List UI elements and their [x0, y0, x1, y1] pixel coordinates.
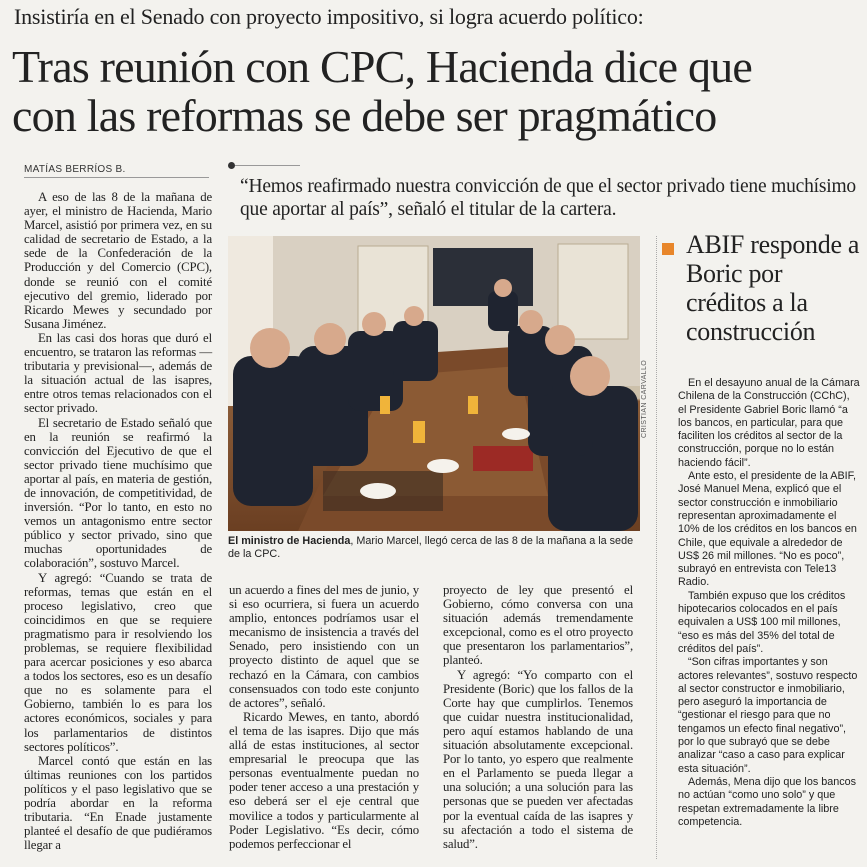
quote-bullet	[228, 162, 235, 169]
sidebar-paragraph: Ante esto, el presidente de la ABIF, José Manuel Mena, explicó que el sector construcción e inmobiliario representan aproximadamente el 10% de los créditos en los bancos en Chile, que equivale a alrededor de US$ 26 mil millones. “No es poco”, subrayó en entrevista con Tele13 Radio.	[678, 470, 857, 589]
meeting-photo	[228, 236, 640, 531]
paragraph: Y agregó: “Cuando se trata de reformas, temas que están en el proceso legislativo, creo que coincidimos en que se requiere pragmatismo para ir resolviendo los problemas, se requiere flexibilidad para acercar posiciones y eso abarca a todos los sectores, eso es un desafío que no es solamente para el Gobierno, también lo es para los actores económicos, sociales y para los parlamentarios de distintos sectores políticos”.	[24, 570, 212, 754]
sidebar-marker	[662, 243, 674, 255]
paragraph: A eso de las 8 de la mañana de ayer, el ministro de Hacienda, Mario Marcel, asistió por primera vez, en su calidad de secretario de Estado, a la sede de la Confederación de la Producción y del Comercio (CPC), donde se reunió con el comité ejecutivo del gremio, liderado por Ricardo Mewes y secundado por Susana Jiménez.	[24, 190, 212, 331]
body-column-1	[24, 190, 212, 852]
sidebar-title: ABIF responde a Boric por créditos a la construcción	[686, 230, 860, 346]
caption-bold: El ministro de Hacienda	[228, 535, 351, 547]
photo-caption	[228, 535, 640, 561]
headline-line-1: Tras reunión con CPC, Hacienda dice que	[12, 41, 752, 92]
body-column-2	[229, 583, 419, 851]
paragraph: Ricardo Mewes, en tanto, abordó el tema de las isapres. Dijo que más allá de estas instituciones, al sector empresarial le preocupa que las personas eventualmente puedan no poder tener acceso a una prestación y eso deberá ser el eje central que movilice a todos y particularmente al Poder Legislativo. “Es decir, cómo podemos perfeccionar el	[229, 709, 419, 851]
body-column-3	[443, 583, 633, 851]
byline: MATÍAS BERRÍOS B.	[24, 164, 126, 175]
sidebar-paragraph: También expuso que los créditos hipotecarios colocados en el país equivalen a US$ 100 mil millones, “eso es más del 35% del total de créditos del país”.	[678, 589, 846, 655]
sidebar-paragraph: “Son cifras importantes y son actores relevantes”, sostuvo respecto al sector constructor e inmobiliario, pero aseguró la importancia de “gestionar el riesgo para que no tengamos un efecto final negativo”, por lo que subrayó que se debe analizar “caso a caso para explicar esta situación”.	[678, 656, 858, 775]
paragraph: El secretario de Estado señaló que en la reunión se reafirmó la convicción del Ejecutivo de que el sector privado tiene muchísimo que aportar al país, en materia de gestión, de innovación, de competitividad, de inversión. “Por lo tanto, en esto no vemos un antagonismo entre sector público y sector privado, sino que muchas oportunidades de colaboración”, sostuvo Marcel.	[24, 415, 212, 571]
pull-quote: “Hemos reafirmado nuestra convicción de que el sector privado tiene muchísimo que aportar al país”, señaló el titular de la cartera.	[240, 176, 856, 220]
paragraph: proyecto de ley que presentó el Gobierno, cómo conversa con una situación además tremendamente excepcional, como es el otro proyecto que presentaron los parlamentarios”, planteó.	[443, 583, 633, 668]
headline-line-2: con las reformas se debe ser pragmático	[12, 90, 717, 141]
sidebar-paragraph: En el desayuno anual de la Cámara Chilena de la Construcción (CChC), el Presidente Gabriel Boric llamó “a los bancos, en particular, para que faciliten los créditos al sector de la construcción, porque no lo están haciendo fácil”.	[678, 377, 860, 469]
meeting-photo-illustration	[228, 236, 640, 531]
paragraph: un acuerdo a fines del mes de junio, y si eso ocurriera, si fuera un acuerdo amplio, entonces podríamos usar el mecanismo de insistencia a través del Senado, pero insistiendo con un proyecto distinto de aquel que se rechazó en la Cámara, con cambios consensuados con todo este conjunto de actores”, señaló.	[229, 583, 419, 710]
photo-credit: CRISTIAN CARVALLO	[641, 359, 648, 438]
paragraph: Marcel contó que están en las últimas reuniones con los partidos políticos y el paso legislativo que se podría abordar en la reforma tributaria. “En Enade justamente planteé el desafío de que pudiéramos llegar a	[24, 753, 212, 853]
kicker: Insistiría en el Senado con proyecto impositivo, si logra acuerdo político:	[14, 4, 644, 29]
sidebar-paragraph: Además, Mena dijo que los bancos no actúan “como uno solo” y que respetan extremadamente la libre competencia.	[678, 775, 857, 828]
caption-text: , Mario Marcel, llegó cerca de las 8 de la mañana a la sede de la CPC.	[228, 535, 634, 560]
sidebar-divider	[656, 236, 657, 859]
paragraph: En las casi dos horas que duró el encuentro, se trataron las reformas —tributaria y previsional—, además de la situación actual de las isapres, entre otros temas relacionados con el sector privado.	[24, 330, 212, 416]
quote-rule	[235, 165, 300, 166]
paragraph: Y agregó: “Yo comparto con el Presidente (Boric) que los fallos de la Corte hay que cumplirlos. Tenemos que cuidar nuestra institucionalidad, pero aquí estamos hablando de una situación absolutamente excepcional. Por lo tanto, yo espero que realmente en el Parlamento se pueda llegar a una solución; a una solución para las personas que se pueden ver afectadas por la eventual caída de las isapres y su afectación a todo el sistema de salud”.	[443, 667, 633, 851]
sidebar-body	[678, 377, 861, 829]
headline	[12, 42, 857, 140]
byline-rule	[24, 177, 209, 178]
